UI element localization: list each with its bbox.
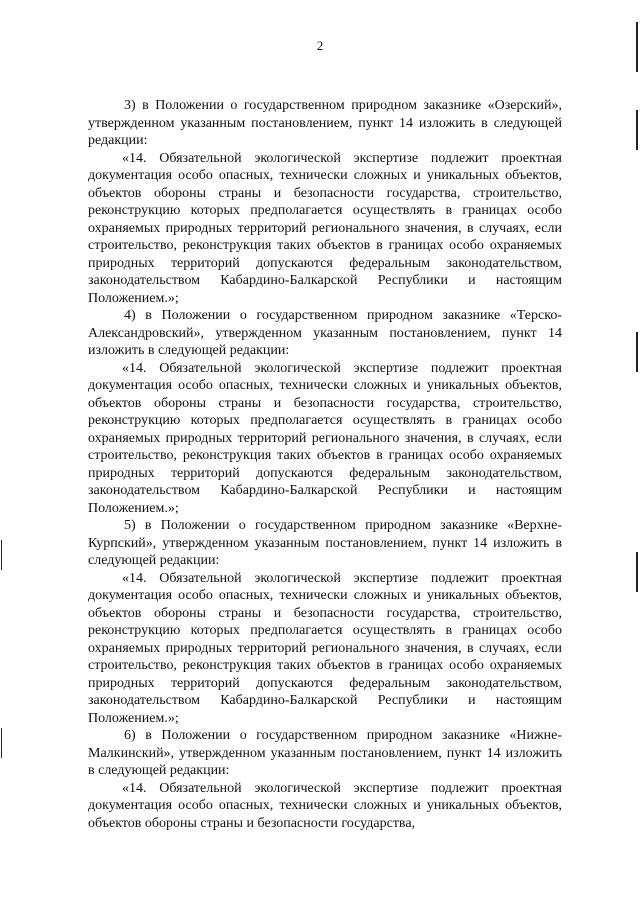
amendment-quote-6: «14. Обязательной экологической экспертизе подлежит проектная документация особо опасных, технически сложных и уникальных объектов, объектов обороны страны и безопасности государства, — [88, 780, 562, 831]
scan-edge-mark — [636, 552, 638, 592]
amendment-item-5: 5) в Положении о государственном природном заказнике «Верхне-Курпский», утвержденном указанным постановлением, пункт 14 изложить в следующей редакции: — [88, 518, 562, 568]
amendment-quote-5: «14. Обязательной экологической экспертизе подлежит проектная документация особо опасных, технически сложных и уникальных объектов, объектов обороны страны и безопасности государства, строительство, реконструкцию которых предполагается осуществлять в границах особо охраняемых природных территорий регионального значения, в случаях, если строительство, реконструкция таких объектов в границах особо охраняемых природных территорий допускаются федеральным законодательством, законодательством Кабардино-Балкарской Республики и настоящим Положением.»; — [88, 570, 562, 726]
page-number: 2 — [316, 38, 324, 53]
amendment-item-6: 6) в Положении о государственном природном заказнике «Нижне-Малкинский», утвержденном указанным постановлением, пункт 14 изложить в следующей редакции: — [88, 728, 562, 778]
amendment-item-3: 3) в Положении о государственном природном заказнике «Озерский», утвержденном указанным постановлением, пункт 14 изложить в следующей редакции: — [88, 98, 562, 148]
scan-edge-mark — [1, 540, 2, 570]
document-body — [88, 97, 562, 832]
amendment-quote-3: «14. Обязательной экологической экспертизе подлежит проектная документация особо опасных, технически сложных и уникальных объектов, объектов обороны страны и безопасности государства, строительство, реконструкцию которых предполагается осуществлять в границах особо охраняемых природных территорий регионального значения, в случаях, если строительство, реконструкция таких объектов в границах особо охраняемых природных территорий допускаются федеральным законодательством, законодательством Кабардино-Балкарской Республики и настоящим Положением.»; — [88, 150, 562, 306]
scan-edge-mark — [636, 22, 638, 72]
amendment-quote-4: «14. Обязательной экологической экспертизе подлежит проектная документация особо опасных, технически сложных и уникальных объектов, объектов обороны страны и безопасности государства, строительство, реконструкцию которых предполагается осуществлять в границах особо охраняемых природных территорий регионального значения, в случаях, если строительство, реконструкция таких объектов в границах особо охраняемых природных территорий допускаются федеральным законодательством, законодательством Кабардино-Балкарской Республики и настоящим Положением.»; — [88, 360, 562, 516]
amendment-item-4: 4) в Положении о государственном природном заказнике «Терско-Александровский», утвержденном указанным постановлением, пункт 14 изложить в следующей редакции: — [88, 308, 562, 358]
scan-edge-mark — [1, 728, 2, 758]
scan-edge-mark — [636, 110, 638, 150]
scan-edge-mark — [636, 332, 638, 372]
